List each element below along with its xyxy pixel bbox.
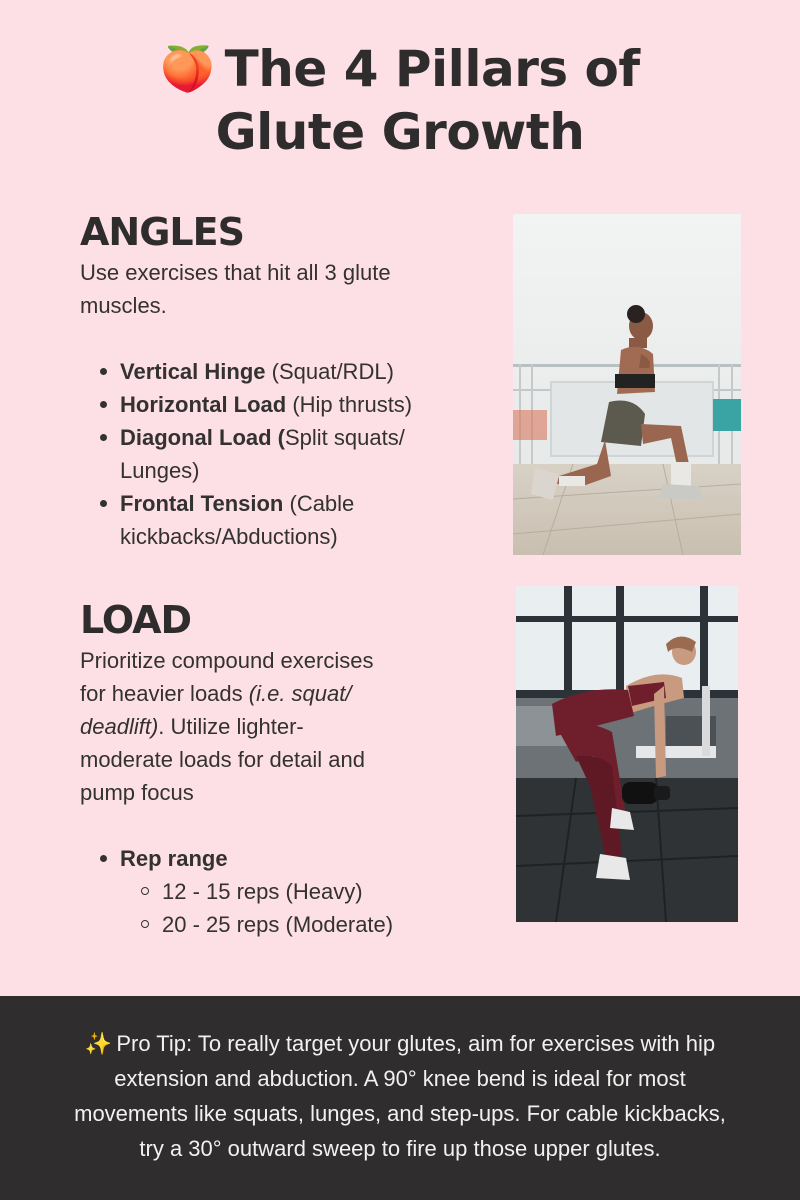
load-description: Prioritize compound exercises for heavier loads (i.e. squat/ deadlift). Utilize lighter- moderate loads for detail and pump focus	[80, 648, 374, 805]
list-item: 20 - 25 reps (Moderate)	[120, 908, 480, 941]
angles-heading: ANGLES	[80, 210, 244, 254]
angles-section	[80, 208, 480, 553]
pro-tip-footer: ✨ Pro Tip: To really target your glutes, aim for exercises with hip extension and abduction. A 90° knee bend is ideal for most movements like squats, lunges, and step-ups. For cable kickbacks, try a 30° outward sweep to fire up those upper glutes.	[0, 996, 800, 1200]
list-item: Rep range 12 - 15 reps (Heavy) 20 - 25 reps (Moderate)	[80, 842, 480, 941]
list-item: 12 - 15 reps (Heavy)	[120, 875, 480, 908]
sparkle-icon: ✨	[84, 1031, 113, 1056]
peach-icon: 🍑	[160, 44, 215, 95]
load-list	[80, 842, 480, 941]
angles-list	[80, 355, 480, 553]
load-section	[80, 596, 480, 941]
woman-lunge-photo	[513, 214, 741, 555]
list-item: Vertical Hinge (Squat/RDL)	[80, 355, 480, 388]
title-line-2: Glute Growth	[215, 103, 585, 161]
list-item: Horizontal Load (Hip thrusts)	[80, 388, 480, 421]
load-heading: LOAD	[80, 598, 192, 642]
list-item: Frontal Tension (Cable kickbacks/Abductions)	[80, 487, 480, 553]
woman-deadlift-photo	[516, 586, 738, 922]
list-item: Diagonal Load (Split squats/ Lunges)	[80, 421, 480, 487]
page-title	[0, 38, 800, 163]
angles-intro: Use exercises that hit all 3 glute muscles.	[80, 260, 391, 318]
rep-range-list	[120, 875, 480, 941]
title-line-1: 🍑 The 4 Pillars of	[160, 40, 640, 98]
